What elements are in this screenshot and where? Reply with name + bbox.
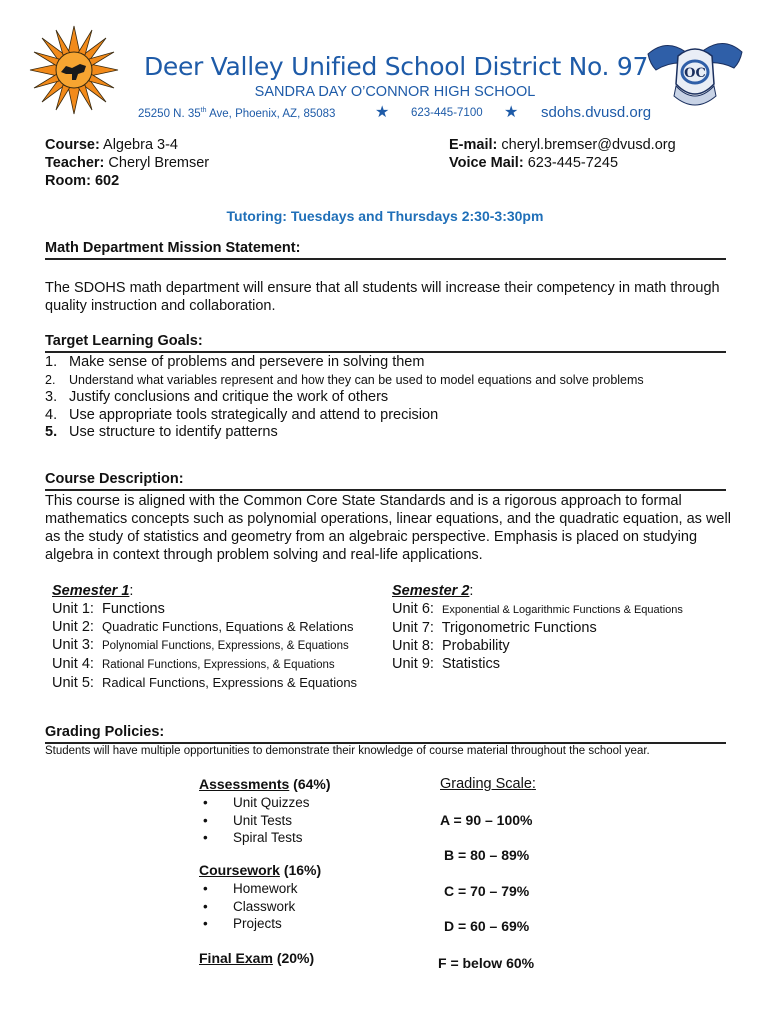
- list-item: Unit 6: Exponential & Logarithmic Functions & Equations: [392, 601, 683, 617]
- grading-note: Students will have multiple opportunities to demonstrate their knowledge of course material throughout the school year.: [45, 745, 650, 757]
- list-item: • Homework: [199, 880, 321, 898]
- school-sun-logo: [28, 24, 120, 116]
- star-icon: ★: [375, 104, 390, 121]
- list-item: • Spiral Tests: [199, 829, 331, 847]
- list-item: Unit 9: Statistics: [392, 656, 500, 672]
- eagle-mascot-logo: [646, 34, 744, 114]
- svg-text:OC: OC: [684, 66, 706, 81]
- grade-b: B = 80 – 89%: [444, 847, 530, 863]
- list-item: 3. Justify conclusions and critique the work of others: [45, 389, 389, 405]
- goals-list: [45, 354, 745, 442]
- list-item: Unit 3: Polynomial Functions, Expressions, & Equations: [52, 637, 349, 653]
- mission-text: The SDOHS math department will ensure that all students will increase their competency in math through quality instruction and collaboration.: [45, 280, 720, 314]
- list-item: Unit 7: Trigonometric Functions: [392, 620, 597, 636]
- list-item: Unit 5: Radical Functions, Expressions & Equations: [52, 675, 358, 691]
- goals-heading: Target Learning Goals:: [45, 333, 726, 353]
- final-exam-section: Final Exam (20%): [199, 950, 315, 966]
- contact-info: E-mail: cheryl.bremser@dvusd.org Voice Mail: 623-445-7245: [449, 137, 676, 171]
- semester-1: Semester 1: Unit 1: Functions Unit 2: Quadratic Functions, Equations & Relations Unit 3: Polynomial Functions, Expressions, & Equations Unit 4: Rational Functions, Expressions, & Equations Unit 5: Radical Functions, Expressions & Equations: [52, 583, 358, 691]
- list-item: • Unit Quizzes: [199, 794, 331, 812]
- list-item: 5. Use structure to identify patterns: [45, 424, 278, 440]
- list-item: 4. Use appropriate tools strategically and attend to precision: [45, 406, 439, 423]
- semester-2: Semester 2: Unit 6: Exponential & Logarithmic Functions & Equations Unit 7: Trigonometric Functions Unit 8: Probability Unit 9: Statistics: [392, 583, 683, 672]
- assessments-section: Assessments (64%) • Unit Quizzes • Unit Tests • Spiral Tests: [199, 776, 331, 847]
- district-title: Deer Valley Unified School District No. 97: [143, 52, 649, 81]
- grading-scale-title: Grading Scale:: [440, 776, 536, 792]
- grade-f: F = below 60%: [438, 955, 535, 971]
- star-icon: ★: [504, 104, 519, 121]
- tutoring-hours: Tutoring: Tuesdays and Thursdays 2:30-3:30pm: [226, 208, 544, 224]
- list-item: 1. Make sense of problems and persevere in solving them: [45, 354, 425, 370]
- school-address: 25250 N. 35th Ave, Phoenix, AZ, 85083: [138, 107, 336, 120]
- list-item: Unit 2: Quadratic Functions, Equations & Relations: [52, 619, 354, 635]
- grade-d: D = 60 – 69%: [444, 918, 530, 934]
- school-name: SANDRA DAY O’CONNOR HIGH SCHOOL: [254, 84, 536, 100]
- school-phone: 623-445-7100: [411, 107, 483, 119]
- description-text: This course is aligned with the Common Core State Standards and is a rigorous approach to formal mathematics concepts such as polynomial operations, linear equations, and the quadratic equation, as well as the study of statistics and geometry from an algebraic perspective. Emphasis is placed on studying algebra in context through problem solving and real-life applications.: [45, 493, 731, 563]
- list-item: • Unit Tests: [199, 812, 331, 830]
- description-heading: Course Description:: [45, 471, 726, 491]
- list-item: Unit 1: Functions: [52, 601, 165, 617]
- course-info: Course: Algebra 3-4 Teacher: Cheryl Bremser Room: 602: [45, 137, 210, 189]
- list-item: • Classwork: [199, 898, 321, 916]
- coursework-section: Coursework (16%) • Homework • Classwork • Projects: [199, 862, 321, 933]
- grade-c: C = 70 – 79%: [444, 883, 530, 899]
- grading-heading: Grading Policies:: [45, 724, 726, 744]
- mission-heading: Math Department Mission Statement:: [45, 240, 726, 260]
- list-item: Unit 4: Rational Functions, Expressions, & Equations: [52, 656, 335, 672]
- list-item: Unit 8: Probability: [392, 638, 510, 654]
- grade-a: A = 90 – 100%: [440, 812, 533, 828]
- list-item: 2. Understand what variables represent and how they can be used to model equations and solve problems: [45, 372, 644, 387]
- school-website: sdohs.dvusd.org: [541, 104, 652, 121]
- list-item: • Projects: [199, 915, 321, 933]
